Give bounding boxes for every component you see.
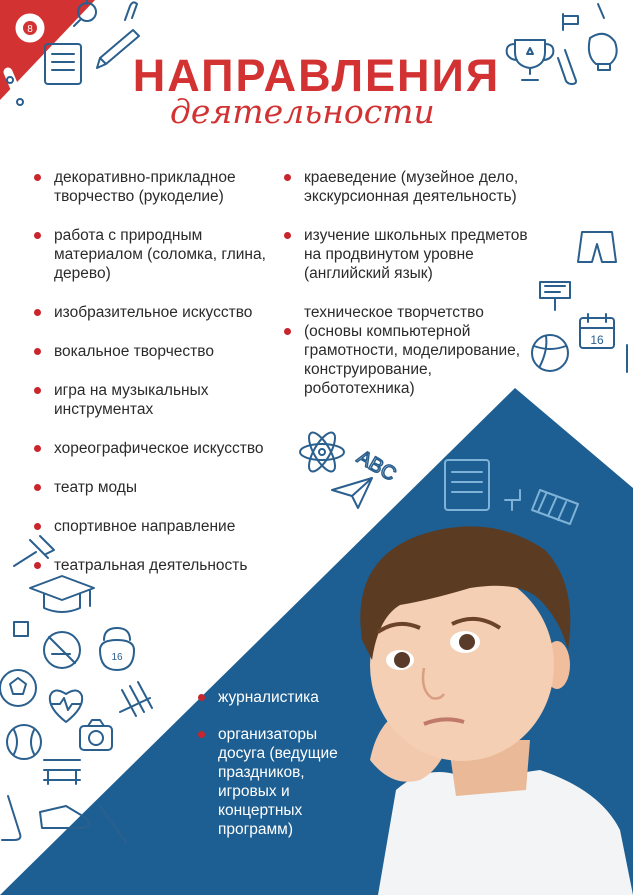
list-item: изучение школьных предметов на продвинутом уровне (английский язык) bbox=[282, 226, 532, 283]
list-item: (основы компьютерной грамотности, моделирование, конструирование, робототехника) bbox=[282, 322, 532, 398]
list-item: работа с природным материалом (соломка, глина, дерево) bbox=[32, 226, 292, 283]
calendar-icon bbox=[580, 314, 614, 348]
skis-icon bbox=[120, 682, 152, 716]
tool-icon bbox=[14, 622, 28, 636]
left-activity-list bbox=[32, 168, 292, 575]
list-item: хореографическое искусство bbox=[32, 439, 292, 458]
shorts-icon bbox=[578, 232, 616, 262]
svg-text:8: 8 bbox=[27, 24, 33, 35]
paperclip-icon bbox=[125, 2, 137, 20]
no-smoking-icon bbox=[44, 632, 80, 668]
list-item: журналистика bbox=[196, 688, 376, 707]
svg-text:16: 16 bbox=[111, 652, 123, 663]
camera-icon bbox=[80, 720, 112, 750]
list-item: изобразительное искусство bbox=[32, 303, 292, 322]
bottom-activity-list bbox=[196, 688, 376, 839]
page-subtitle: деятельности bbox=[170, 92, 435, 131]
paper-plane-icon bbox=[332, 478, 372, 508]
soccer-ball-icon bbox=[0, 670, 36, 706]
clip-icon bbox=[598, 4, 604, 18]
atom-icon bbox=[300, 429, 344, 475]
flag-icon bbox=[563, 14, 578, 30]
page-title: НАПРАВЛЕНИЯ bbox=[132, 50, 501, 101]
hockey-stick-icon bbox=[2, 796, 20, 840]
list-item: техническое творчетство bbox=[304, 304, 484, 321]
svg-text:ABC: ABC bbox=[353, 446, 400, 486]
list-item: театр моды bbox=[32, 478, 292, 497]
road-sign-icon bbox=[540, 282, 570, 310]
bench-icon bbox=[44, 760, 80, 784]
svg-text:16: 16 bbox=[590, 333, 604, 347]
list-item: декоративно-прикладное творчество (рукоделие) bbox=[32, 168, 292, 206]
abc-blocks-icon bbox=[353, 446, 400, 486]
list-item: спортивное направление bbox=[32, 517, 292, 536]
list-item: вокальное творчество bbox=[32, 342, 292, 361]
graduation-cap-icon bbox=[30, 576, 94, 612]
kettlebell-icon bbox=[100, 628, 134, 670]
list-item: краеведение (музейное дело, экскурсионная деятельность) bbox=[282, 168, 532, 206]
list-item: игра на музыкальных инструментах bbox=[32, 381, 292, 419]
baseball-icon bbox=[7, 725, 41, 759]
billiard-ball-icon bbox=[16, 14, 44, 42]
volleyball-icon bbox=[532, 335, 568, 371]
heartbeat-icon bbox=[50, 690, 82, 722]
list-item: организаторы досуга (ведущие праздников, игровых и концертных программ) bbox=[196, 725, 376, 839]
right-activity-list bbox=[282, 168, 532, 398]
list-item: театральная деятельность bbox=[32, 556, 292, 575]
